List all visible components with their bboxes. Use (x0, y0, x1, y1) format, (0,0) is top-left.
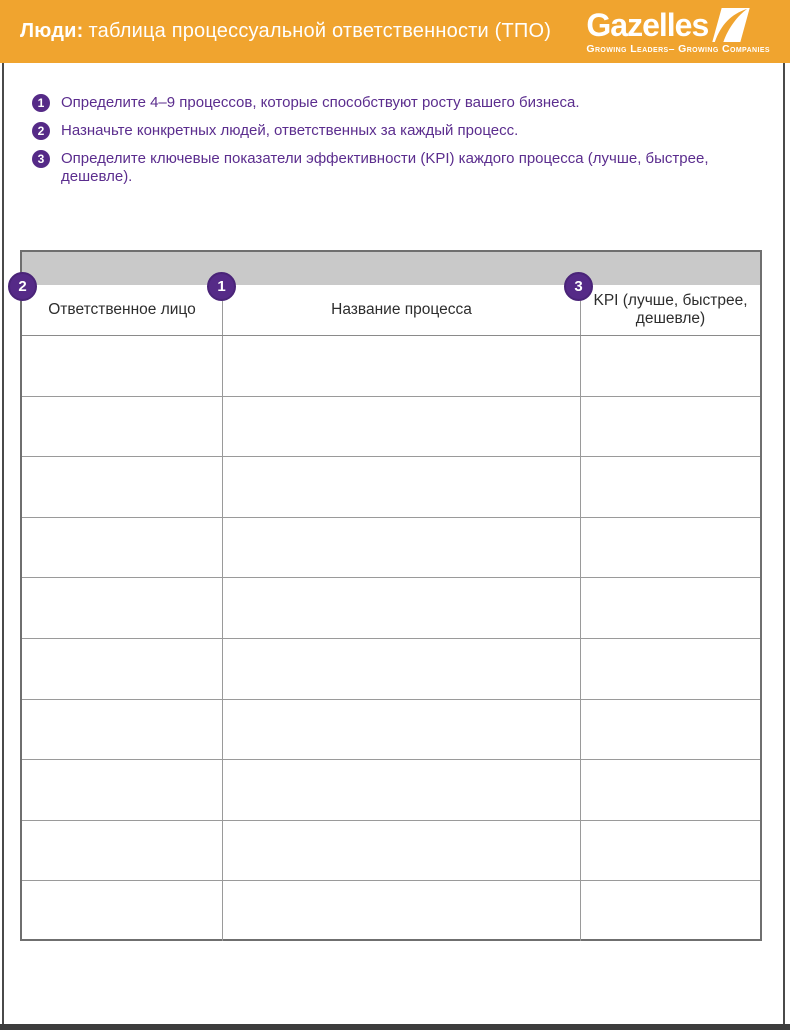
instruction-1-number-badge: 1 (32, 94, 50, 112)
gazelles-tagline: Growing Leaders– Growing Companies (586, 43, 770, 55)
gazelles-logo-row (586, 7, 750, 43)
page-header (0, 0, 790, 63)
gazelles-wordmark: Gazelles (586, 7, 709, 43)
page-edge-left (2, 62, 4, 1026)
cell-responsible-person (22, 457, 222, 517)
table-badge-3: 3 (564, 272, 593, 301)
cell-kpi (580, 457, 760, 517)
cell-responsible-person (22, 700, 222, 760)
table-badge-2: 2 (8, 272, 37, 301)
cell-kpi (580, 881, 760, 941)
table-top-band (22, 252, 760, 285)
table-row (22, 699, 760, 760)
column-header-responsible-person: Ответственное лицо (48, 301, 196, 318)
table-row (22, 396, 760, 457)
table-row (22, 517, 760, 578)
cell-kpi (580, 639, 760, 699)
page-title (20, 20, 551, 43)
instruction-3-number-badge: 3 (32, 150, 50, 168)
page-edge-bottom (0, 1024, 790, 1030)
instruction-2-number-badge: 2 (32, 122, 50, 140)
instruction-3-text: Определите ключевые показатели эффективности (KPI) каждого процесса (лучше, быстрее, дешевле). (61, 150, 709, 185)
gazelles-logo (586, 7, 770, 55)
column-header-kpi: KPI (лучше, быстрее, дешевле) (580, 285, 760, 335)
cell-process-name (222, 457, 580, 517)
gazelles-swoosh-icon (712, 8, 750, 42)
cell-responsible-person (22, 397, 222, 457)
cell-responsible-person (22, 760, 222, 820)
table-row (22, 638, 760, 699)
page-edge-right (783, 62, 785, 1026)
table-row (22, 577, 760, 638)
cell-responsible-person (22, 821, 222, 881)
cell-kpi (580, 578, 760, 638)
cell-process-name (222, 397, 580, 457)
page-title-lead: Люди: (20, 20, 84, 42)
cell-kpi (580, 336, 760, 396)
cell-process-name (222, 881, 580, 941)
instruction-item-1 (32, 94, 760, 112)
cell-responsible-person (22, 881, 222, 941)
table-row (22, 880, 760, 941)
cell-process-name (222, 760, 580, 820)
cell-process-name (222, 578, 580, 638)
cell-kpi (580, 518, 760, 578)
cell-process-name (222, 336, 580, 396)
cell-process-name (222, 821, 580, 881)
instruction-1-text: Определите 4–9 процессов, которые способствуют росту вашего бизнеса. (61, 94, 580, 111)
cell-kpi (580, 397, 760, 457)
cell-process-name (222, 700, 580, 760)
column-header-process-name: Название процесса (222, 285, 580, 335)
instruction-item-3 (32, 150, 760, 186)
instruction-2-text: Назначьте конкретных людей, ответственных за каждый процесс. (61, 122, 519, 139)
table-row (22, 336, 760, 396)
instruction-item-2 (32, 122, 760, 140)
cell-kpi (580, 700, 760, 760)
cell-responsible-person (22, 518, 222, 578)
table-body (22, 335, 760, 941)
cell-process-name (222, 518, 580, 578)
cell-process-name (222, 639, 580, 699)
table-row (22, 759, 760, 820)
cell-responsible-person (22, 336, 222, 396)
table-badge-1: 1 (207, 272, 236, 301)
process-accountability-table (20, 250, 762, 941)
cell-responsible-person (22, 578, 222, 638)
page-title-rest: таблица процессуальной ответственности (ТПО) (88, 20, 552, 42)
cell-kpi (580, 760, 760, 820)
table-header-row (22, 285, 760, 335)
cell-responsible-person (22, 639, 222, 699)
table-row (22, 820, 760, 881)
cell-kpi (580, 821, 760, 881)
instruction-list (32, 94, 760, 196)
table-row (22, 456, 760, 517)
